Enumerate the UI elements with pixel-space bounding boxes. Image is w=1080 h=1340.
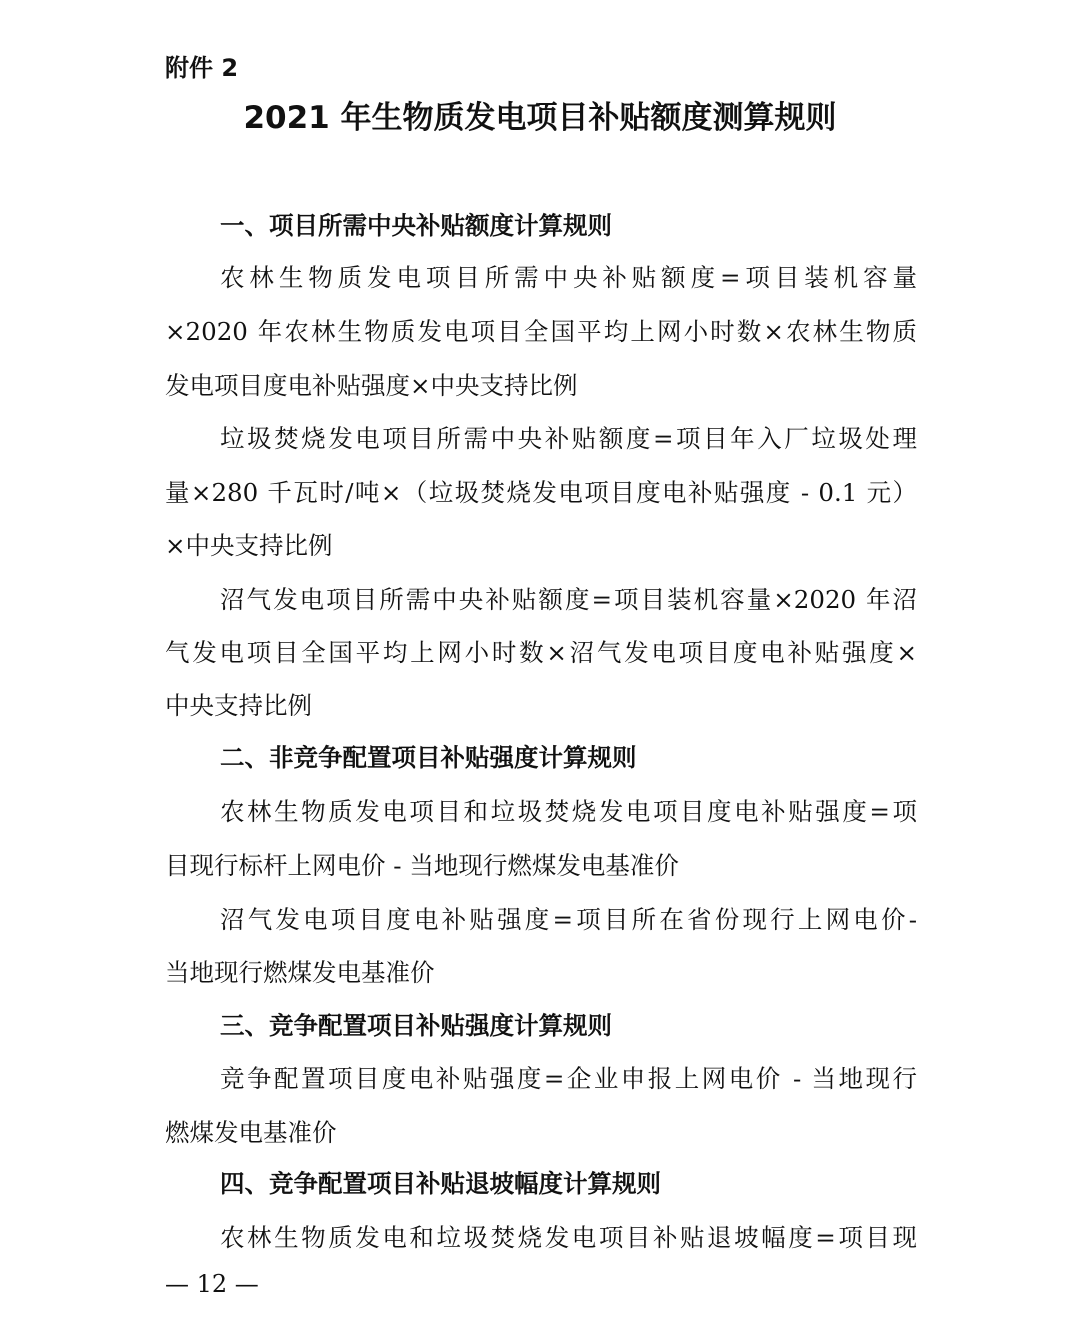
paragraph-line: 垃圾焚烧发电项目所需中央补贴额度=项目年入厂垃圾处理 (220, 424, 917, 453)
paragraph-line: 沼气发电项目所需中央补贴额度=项目装机容量×2020 年沼 (220, 585, 917, 614)
paragraph-line: ×2020 年农林生物质发电项目全国平均上网小时数×农林生物质 (165, 317, 917, 346)
section-heading-1: 一、项目所需中央补贴额度计算规则 (220, 211, 612, 240)
paragraph-line: 竞争配置项目度电补贴强度=企业申报上网电价 - 当地现行 (220, 1064, 917, 1093)
paragraph-line: 农林生物质发电和垃圾焚烧发电项目补贴退坡幅度=项目现 (220, 1223, 917, 1252)
section-heading-4: 四、竞争配置项目补贴退坡幅度计算规则 (220, 1169, 661, 1198)
paragraph-line: 当地现行燃煤发电基准价 (165, 958, 435, 987)
page-number: — 12 — (165, 1270, 259, 1298)
paragraph-line: ×中央支持比例 (165, 531, 333, 560)
paragraph-line: 中央支持比例 (165, 691, 312, 720)
paragraph-line: 燃煤发电基准价 (165, 1118, 337, 1147)
paragraph-line: 农林生物质发电项目和垃圾焚烧发电项目度电补贴强度=项 (220, 797, 917, 826)
paragraph-line: 量×280 千瓦时/吨×（垃圾焚烧发电项目度电补贴强度 - 0.1 元） (165, 478, 917, 507)
paragraph-line: 气发电项目全国平均上网小时数×沼气发电项目度电补贴强度× (165, 638, 917, 667)
paragraph-line: 发电项目度电补贴强度×中央支持比例 (165, 371, 578, 400)
paragraph-line: 农林生物质发电项目所需中央补贴额度=项目装机容量 (220, 263, 917, 292)
section-heading-3: 三、竞争配置项目补贴强度计算规则 (220, 1011, 612, 1040)
paragraph-line: 沼气发电项目度电补贴强度=项目所在省份现行上网电价- (220, 905, 917, 934)
document-title: 2021 年生物质发电项目补贴额度测算规则 (243, 100, 837, 136)
attachment-label: 附件 2 (165, 54, 239, 82)
section-heading-2: 二、非竞争配置项目补贴强度计算规则 (220, 743, 637, 772)
paragraph-line: 目现行标杆上网电价 - 当地现行燃煤发电基准价 (165, 851, 679, 880)
